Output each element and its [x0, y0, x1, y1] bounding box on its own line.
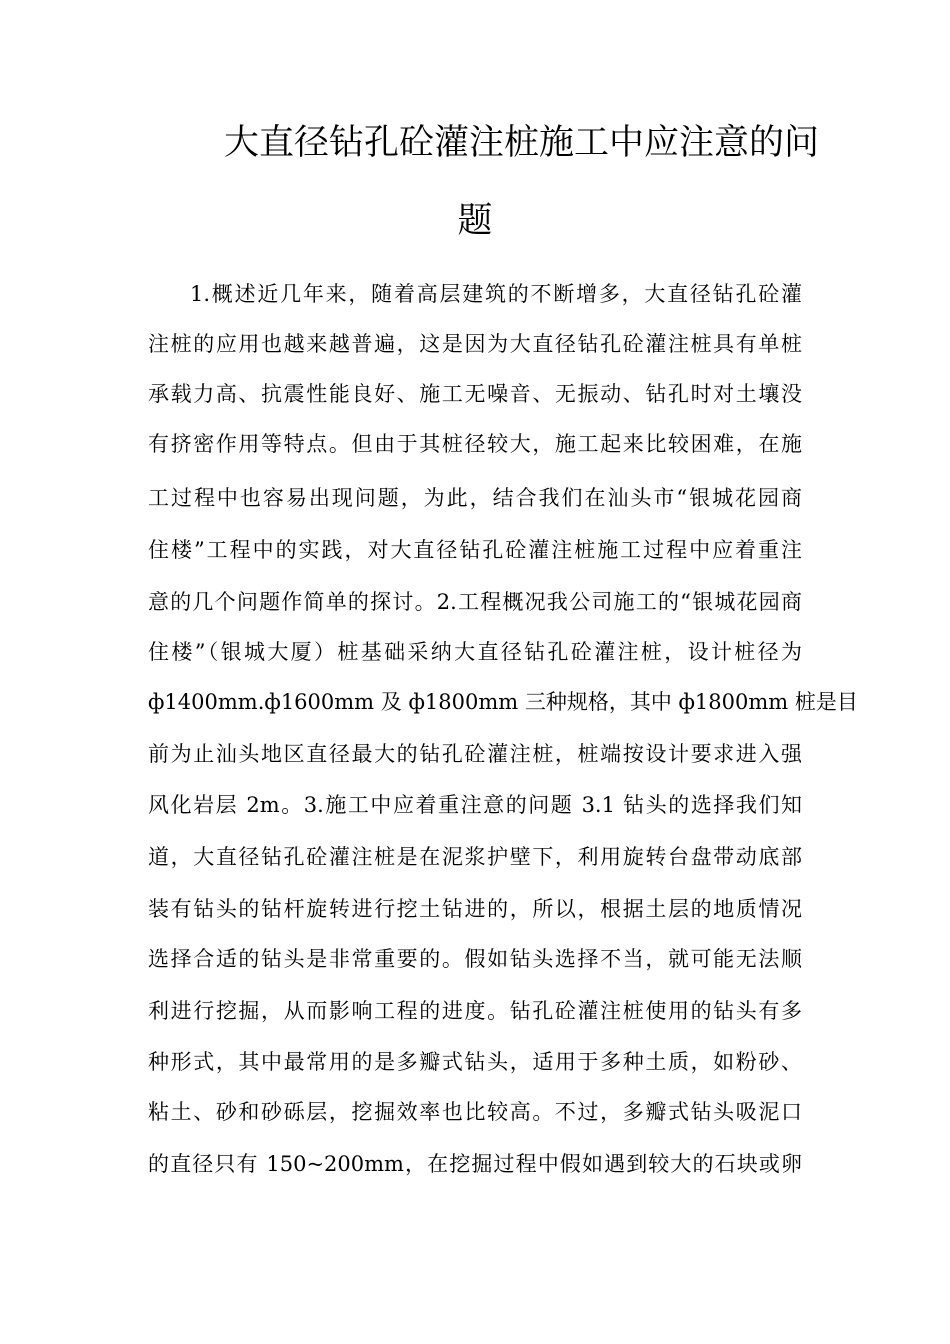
paragraph-line: 1.概述近几年来，随着高层建筑的不断增多，大直径钻孔砼灌 [190, 282, 802, 306]
paragraph-line: 注桩的应用也越来越普遍，这是因为大直径钻孔砼灌注桩具有单桩 [148, 332, 802, 356]
paragraph-line: 前为止汕头地区直径最大的钻孔砼灌注桩，桩端按设计要求进入强 [148, 742, 802, 766]
paragraph-line: ф1400mm.ф1600mm 及 ф1800mm 三种规格，其中 ф1800mm 桩是目 [148, 690, 858, 714]
document-title-line-1: 大直径钻孔砼灌注桩施工中应注意的问 [224, 123, 820, 163]
document-title-line-2: 题 [457, 201, 493, 241]
paragraph-line: 意的几个问题作简单的探讨。2.工程概况我公司施工的“银城花园商 [148, 590, 802, 614]
paragraph-line: 选择合适的钻头是非常重要的。假如钻头选择不当，就可能无法顺 [148, 947, 802, 971]
paragraph-line: 住楼”工程中的实践，对大直径钻孔砼灌注桩施工过程中应着重注 [148, 538, 802, 562]
paragraph-line: 住楼”（银城大厦）桩基础采纳大直径钻孔砼灌注桩，设计桩径为 [148, 640, 802, 664]
paragraph-line: 的直径只有 150~200mm，在挖掘过程中假如遇到较大的石块或卵 [148, 1152, 802, 1176]
paragraph-line: 工过程中也容易出现问题，为此，结合我们在汕头市“银城花园商 [148, 486, 802, 510]
paragraph-line: 承载力高、抗震性能良好、施工无噪音、无振动、钻孔时对土壤没 [148, 382, 802, 406]
paragraph-line: 利进行挖掘，从而影响工程的进度。钻孔砼灌注桩使用的钻头有多 [148, 999, 802, 1023]
paragraph-line: 道，大直径钻孔砼灌注桩是在泥浆护壁下，利用旋转台盘带动底部 [148, 845, 802, 869]
paragraph-line: 有挤密作用等特点。但由于其桩径较大，施工起来比较困难，在施 [148, 432, 802, 456]
paragraph-line: 风化岩层 2m。3.施工中应着重注意的问题 3.1 钻头的选择我们知 [148, 793, 802, 817]
paragraph-line: 种形式，其中最常用的是多瓣式钻头，适用于多种土质，如粉砂、 [148, 1050, 802, 1074]
paragraph-line: 装有钻头的钻杆旋转进行挖土钻进的，所以，根据土层的地质情况 [148, 897, 802, 921]
paragraph-line: 粘土、砂和砂砾层，挖掘效率也比较高。不过，多瓣式钻头吸泥口 [148, 1100, 802, 1124]
